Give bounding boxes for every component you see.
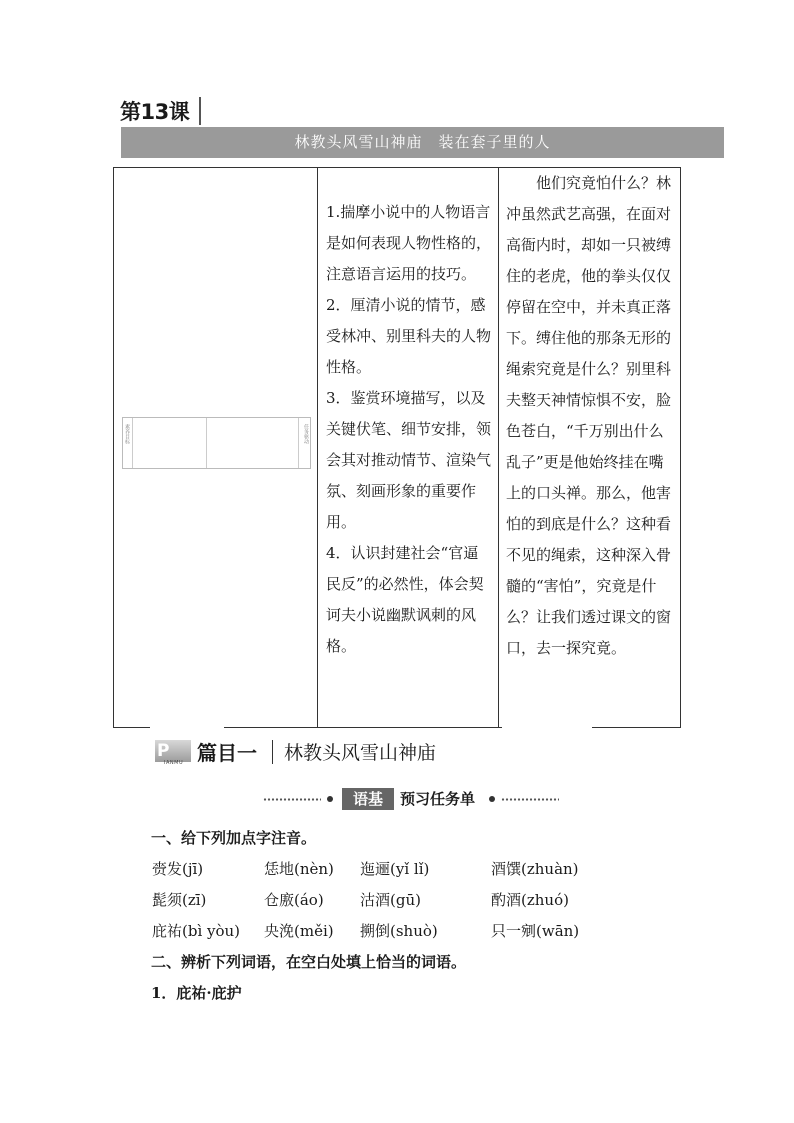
task-tag: 语基 [342, 788, 394, 810]
question-2-title: 二、辨析下列词语，在空白处填上恰当的词语。 [151, 953, 467, 971]
section-badge-small: IANMU [164, 760, 184, 766]
dotted-rule [263, 798, 321, 801]
objective-item: 3．鉴赏环境描写，以及关键伏笔、细节安排，领会其对推动情节、渲染气氛、刻画形象的重要作用。 [326, 389, 492, 531]
pinyin-cell: 恁地(nèn) [264, 860, 334, 878]
section-label: 篇目一 [197, 741, 257, 765]
title-divider [199, 97, 201, 125]
pinyin-cell: 酌酒(zhuó) [491, 891, 569, 909]
intro-table [113, 167, 681, 728]
section-badge-letter: P [157, 741, 170, 761]
objective-item: 2．厘清小说的情节，感受林冲、别里科夫的人物性格。 [326, 296, 492, 376]
objective-item: 1.揣摩小说中的人物语言是如何表现人物性格的，注意语言运用的技巧。 [326, 203, 492, 283]
task-header [263, 786, 559, 812]
mini-table-line [298, 418, 299, 468]
mini-table-label: 素养目标 [124, 424, 130, 444]
pinyin-cell: 酒馔(zhuàn) [491, 860, 579, 878]
task-name: 预习任务单 [400, 790, 476, 808]
pinyin-cell: 庇祐(bì yòu) [152, 922, 241, 940]
section-name: 林教头风雪山神庙 [284, 742, 437, 764]
border-gap [150, 724, 224, 730]
mini-table-label: 任务驱动 [303, 424, 309, 444]
intro-col-motivation [499, 168, 680, 727]
question-2-item-1: 1．庇祐·庇护 [151, 984, 242, 1002]
pinyin-cell: 只一剜(wān) [491, 922, 580, 940]
section-badge-icon [155, 740, 191, 766]
dotted-rule [501, 798, 559, 801]
mini-table-line [132, 418, 133, 468]
bullet-dot [489, 796, 495, 802]
pinyin-cell: 迤逦(yǐ lǐ) [360, 860, 430, 878]
motivation-text: 他们究竟怕什么？林冲虽然武艺高强，在面对高衙内时，却如一只被缚住的老虎，他的拳头仅仅停留在空中，并未真正落下。缚住他的那条无形的绳索究竟是什么？别里科夫整天神情惊惧不安，脸色苍白，“千万别出什么乱子”更是他始终挂在嘴上的口头禅。那么，他害怕的到底是什么？这种看不见的绳索，这种深入骨髓的“害怕”，究竟是什么？让我们透过课文的窗口，去一探究竟。 [506, 174, 672, 657]
pinyin-cell: 髭须(zī) [152, 891, 207, 909]
lesson-title: 第13课 [120, 100, 190, 124]
border-gap [502, 724, 592, 730]
pinyin-cell: 赍发(jī) [152, 860, 204, 878]
pinyin-cell: 仓廒(áo) [264, 891, 324, 909]
question-1-title: 一、给下列加点字注音。 [151, 829, 317, 847]
pinyin-cell: 沽酒(gū) [360, 891, 421, 909]
intro-col-objectives [318, 168, 499, 727]
objective-item: 4．认识封建社会“官逼民反”的必然性，体会契诃夫小说幽默讽刺的风格。 [326, 544, 484, 655]
section-divider [272, 740, 273, 764]
pinyin-cell: 央浼(měi) [264, 922, 334, 940]
intro-col-left [114, 168, 318, 727]
embedded-mini-table [122, 417, 311, 469]
bullet-dot [327, 796, 333, 802]
mini-table-line [206, 418, 207, 468]
subtitle-bar: 林教头风雪山神庙 装在套子里的人 [121, 127, 724, 158]
pinyin-cell: 搠倒(shuò) [360, 922, 438, 940]
